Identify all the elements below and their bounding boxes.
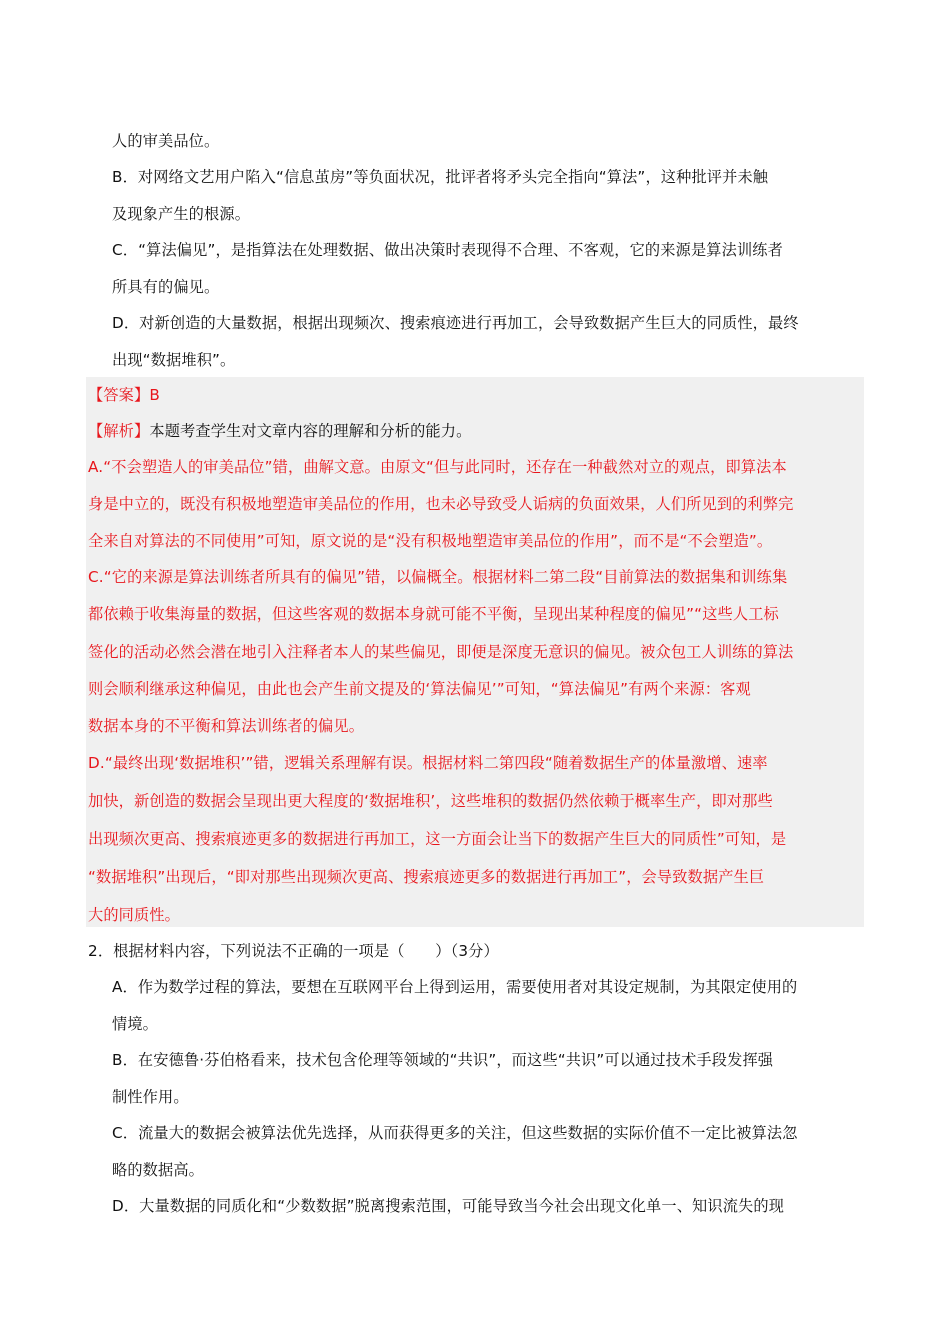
analysis-a-line: A.“不会塑造人的审美品位”错，曲解文意。由原文“但与此同时，还存在一种截然对立的观点，即算法本 <box>88 458 787 476</box>
q1-option-b-line2: 及现象产生的根源。 <box>112 205 251 223</box>
analysis-c-line: 签化的活动必然会潜在地引入注释者本人的某些偏见，即便是深度无意识的偏见。被众包工人训练的算法 <box>88 643 794 661</box>
analysis-c-line: 数据本身的不平衡和算法训练者的偏见。 <box>88 717 365 735</box>
analysis-c-line: 则会顺利继承这种偏见，由此也会产生前文提及的‘算法偏见’”可知，“算法偏见”有两个来源：客观 <box>88 680 751 698</box>
analysis-d-line: “数据堆积”出现后，“即对那些出现频次更高、搜索痕迹更多的数据进行再加工”，会导致数据产生巨 <box>88 868 765 886</box>
q1-option-c-line1: C．“算法偏见”，是指算法在处理数据、做出决策时表现得不合理、不客观，它的来源是算法训练者 <box>112 241 783 259</box>
q1-option-b-line1: B．对网络文艺用户陷入“信息茧房”等负面状况，批评者将矛头完全指向“算法”，这种批评并未触 <box>112 168 769 186</box>
q2-stem: 2．根据材料内容，下列说法不正确的一项是（ ）（3分） <box>88 942 499 960</box>
q2-option-d-line1: D．大量数据的同质化和“少数数据”脱离搜索范围，可能导致当今社会出现文化单一、知识流失的现 <box>112 1197 785 1215</box>
analysis-a-line: 全来自对算法的不同使用”可知，原文说的是“没有积极地塑造审美品位的作用”，而不是“不会塑造”。 <box>88 532 773 550</box>
q2-option-b-line1: B．在安德鲁·芬伯格看来，技术包含伦理等领域的“共识”，而这些“共识”可以通过技术手段发挥强 <box>112 1051 774 1069</box>
answer-row <box>88 385 160 405</box>
analysis-row <box>88 421 471 441</box>
q2-option-c-line2: 略的数据高。 <box>112 1161 205 1179</box>
answer-value: B <box>149 386 160 404</box>
q2-option-b-line2: 制性作用。 <box>112 1088 189 1106</box>
analysis-label: 【解析】 <box>88 422 150 440</box>
answer-label: 【答案】 <box>88 386 150 404</box>
q1-option-c-line2: 所具有的偏见。 <box>112 278 220 296</box>
q1-option-d-line1: D．对新创造的大量数据，根据出现频次、搜索痕迹进行再加工，会导致数据产生巨大的同质性，最终 <box>112 314 799 332</box>
analysis-c-line: 都依赖于收集海量的数据，但这些客观的数据本身就可能不平衡，呈现出某种程度的偏见”“这些人工标 <box>88 605 779 623</box>
q1-option-a-tail: 人的审美品位。 <box>112 132 220 150</box>
q1-option-d-line2: 出现“数据堆积”。 <box>112 351 236 369</box>
analysis-a-line: 身是中立的，既没有积极地塑造审美品位的作用，也未必导致受人诟病的负面效果，人们所见到的利弊完 <box>88 495 794 513</box>
analysis-d-line: 加快，新创造的数据会呈现出更大程度的‘数据堆积’，这些堆积的数据仍然依赖于概率生产，即对那些 <box>88 792 773 810</box>
q2-option-a-line1: A．作为数学过程的算法，要想在互联网平台上得到运用，需要使用者对其设定规制，为其限定使用的 <box>112 978 798 996</box>
analysis-d-line: 出现频次更高、搜索痕迹更多的数据进行再加工，这一方面会让当下的数据产生巨大的同质性”可知，是 <box>88 830 787 848</box>
analysis-d-line: D.“最终出现‘数据堆积’”错，逻辑关系理解有误。根据材料二第四段“随着数据生产的体量激增、速率 <box>88 754 768 772</box>
q2-option-c-line1: C．流量大的数据会被算法优先选择，从而获得更多的关注，但这些数据的实际价值不一定比被算法忽 <box>112 1124 798 1142</box>
analysis-intro: 本题考查学生对文章内容的理解和分析的能力。 <box>149 422 472 440</box>
q2-option-a-line2: 情境。 <box>112 1015 159 1033</box>
analysis-c-line: C.“它的来源是算法训练者所具有的偏见”错，以偏概全。根据材料二第二段“目前算法的数据集和训练集 <box>88 568 788 586</box>
analysis-d-line: 大的同质性。 <box>88 906 181 924</box>
